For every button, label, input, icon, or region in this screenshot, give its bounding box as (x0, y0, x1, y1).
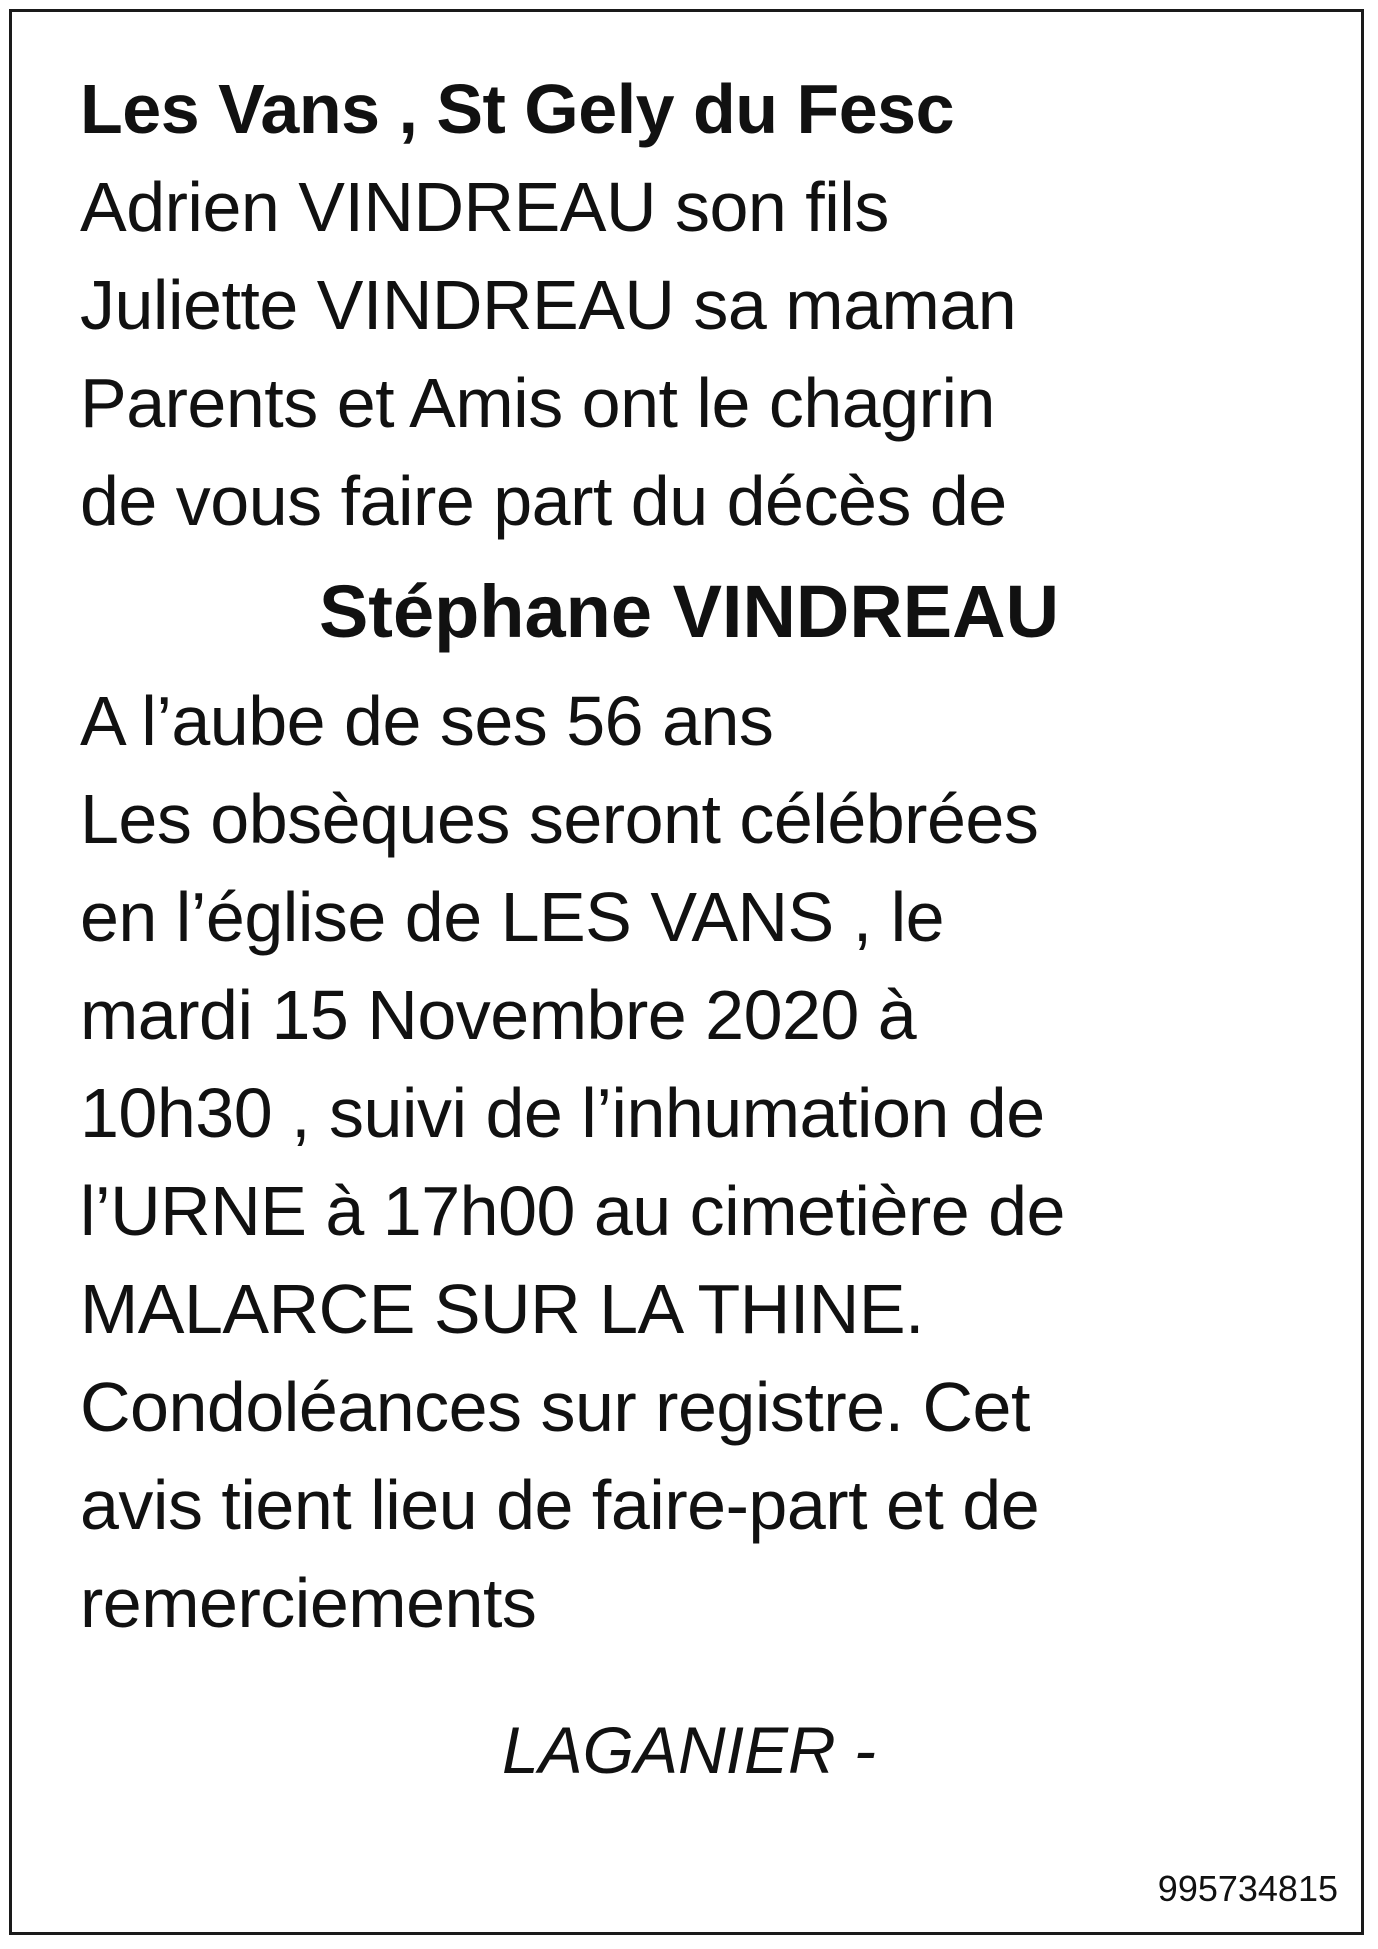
intro-line: Juliette VINDREAU sa maman (80, 266, 1017, 344)
intro-line: Adrien VINDREAU son fils (80, 168, 889, 246)
intro-line: de vous faire part du décès de (80, 462, 1007, 540)
signature: LAGANIER - (501, 1713, 877, 1787)
reference-number: 995734815 (1157, 1868, 1338, 1909)
body-line: en l’église de LES VANS , le (80, 878, 945, 956)
body-block (80, 672, 1358, 1652)
intro-line: Parents et Amis ont le chagrin (80, 364, 995, 442)
deceased-name: Stéphane VINDREAU (318, 570, 1060, 653)
notice-header: Les Vans , St Gely du Fesc (80, 70, 955, 148)
body-line: 10h30 , suivi de l’inhumation de (80, 1074, 1045, 1152)
body-line: l’URNE à 17h00 au cimetière de (80, 1172, 1065, 1250)
notice-content (80, 60, 1358, 1798)
body-line: A l’aube de ses 56 ans (80, 682, 774, 760)
body-line: Les obsèques seront célébrées (80, 780, 1039, 858)
body-line: remerciements (80, 1564, 537, 1642)
body-line: avis tient lieu de faire-part et de (80, 1466, 1040, 1544)
body-line: mardi 15 Novembre 2020 à (80, 976, 917, 1054)
body-line: MALARCE SUR LA THINE. (80, 1270, 924, 1348)
body-line: Condoléances sur registre. Cet (80, 1368, 1030, 1446)
intro-block (80, 158, 1358, 550)
